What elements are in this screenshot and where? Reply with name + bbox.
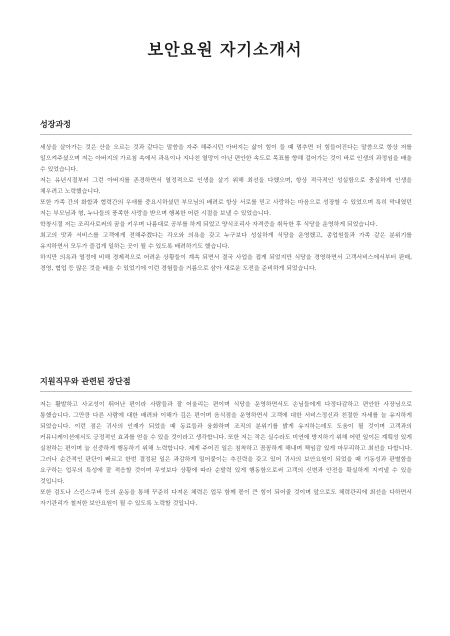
paragraph: 세상을 살아가는 것은 산을 오르는 것과 같다는 말씀을 자주 해주시던 아버지는 삶이 힘이 들 때 멈추면 더 힘들어진다는 말씀으로 항상 저를 일으켜주셨으며 저는 아버지의 가르침 속에서 과욕이나 지나친 열망이 아닌 편안한 속도로 목표를 향해 걸어가는 것이 바로 인생의 과정임을 배울 수 있었습니다. <box>40 145 412 173</box>
paragraph: 하지만 의욕과 열정에 비해 경제적으로 어려운 상황들이 계속 되면서 결국 사업을 접게 되었지만 식당을 경영하면서 고객서비스에서부터 판매, 경영, 협업 등 많은 것을 배울 수 있었기에 이런 경험들을 거름으로 삼아 새로운 도전을 준비하게 되었습니다. <box>40 255 412 272</box>
paragraph: 또한 검도나 스킨스쿠버 등의 운동을 통해 꾸준히 다져온 체력은 업무 함께 몫이 큰 힘이 되어줄 것이며 앞으로도 체력관리에 최선을 다하면서 자기관리가 철저한 보안요원이 될 수 있도록 노력할 것입니다. <box>40 490 412 507</box>
section-heading: 성장과정 <box>40 119 412 135</box>
paragraph: 저는 활발하고 사교성이 뛰어난 편이라 사람들과 잘 어울리는 편이며 식당을 운영하면서도 손님들에게 다정다감하고 편안한 사장님으로 통했습니다. 그만큼 다른 사람에 대한 배려와 이해가 깊은 편이며 음식점을 운영하면서 고객에 대한 서비스정신과 친절한 자세를 늘 유지하게 되었습니다. 이런 점은 귀사의 인재가 되었을 때 동료들과 융화하며 조직의 분위기를 밝게 유지하는데도 도움이 될 것이며 고객과의 커뮤니케이션에서도 긍정적인 효과를 얻을 수 있을 것이라고 생각합니다. 또한 저는 작은 실수라도 미연에 방지하기 위해 어떤 일이든 계획성 있게 실천하는 편이며 늘 신중하게 행동하기 위해 노력합니다. 제게 주어진 일은 침착하고 꼼꼼하게 해내며 책임감 있게 마무리하고 최선을 다합니다. 그러나 순간적인 판단이 빠르고 한번 결정된 일은 과감하게 밀어붙이는 추진력을 갖고 있어 귀사의 보안요원이 되었을 때 기동성과 판별함을 요구하는 업무의 특성에 잘 적응할 것이며 무엇보다 상황에 따라 순발력 있게 행동함으로써 고객의 신변과 안전을 확실하게 지켜낼 수 있을 것입니다. <box>40 402 412 485</box>
section-strengths-weaknesses <box>40 376 412 510</box>
paragraph: 또한 가족 간의 화합과 협력간의 우애를 중요시하셨던 부모님의 배려로 항상 서로를 믿고 사랑하는 마음으로 성장할 수 있었으며 특히 막내였던 저는 부모님과 형, 누나들의 풍족한 사랑을 받으며 행복한 어린 시절을 보낼 수 있었습니다. <box>40 200 412 217</box>
section-body <box>40 143 412 275</box>
section-body <box>40 400 412 510</box>
section-growth <box>40 119 412 275</box>
document-title: 보안요원 자기소개서 <box>147 40 303 59</box>
section-heading: 지원직무와 관련된 장단점 <box>40 376 412 392</box>
paragraph: 저는 유년시절부터 그런 아버지를 존경하면서 열정적으로 인생을 살기 위해 최선을 다했으며, 항상 적극적인 성실함으로 충실하게 인생을 채우려고 노력했습니다. <box>40 178 412 195</box>
paragraph: 학창시절 저는 조리사로써의 꿈을 키우며 나름대로 공부를 하게 되었고 양식조리사 자격증을 취득한 후 식당을 운영하게 되었습니다. <box>40 222 378 228</box>
paragraph: 최고의 맛과 서비스를 고객에게 전해주겠다는 각오와 의욕을 갖고 누구보다 성실하게 식당을 운영했고, 종업원들과 가족 같은 분위기를 유지하면서 모두가 즐겁게 일하는 곳이 될 수 있도록 배려하기도 했습니다. <box>40 233 412 250</box>
